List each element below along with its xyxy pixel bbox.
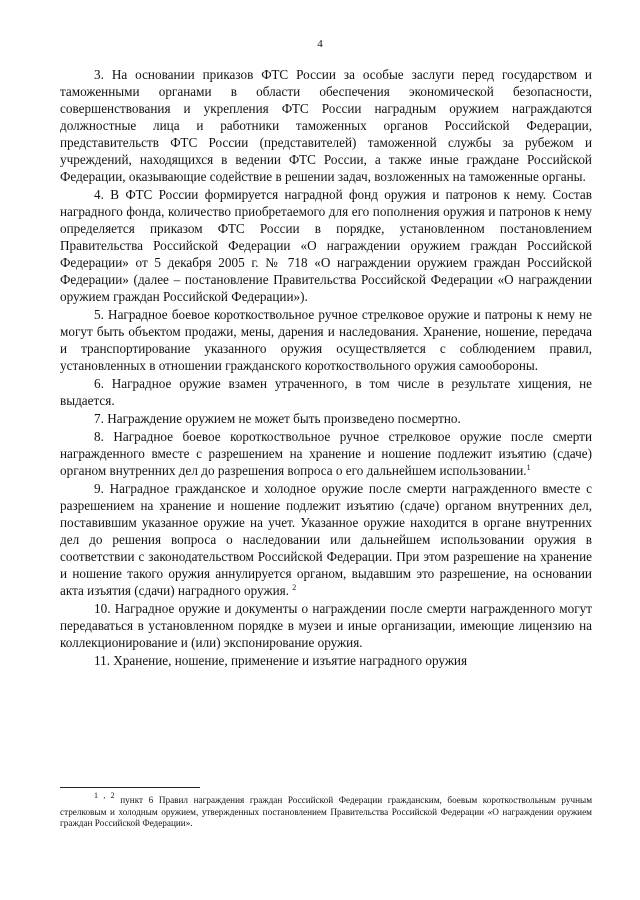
footnote-divider bbox=[60, 787, 200, 788]
document-body bbox=[60, 66, 592, 670]
footnote-ref-1: 1 bbox=[526, 463, 531, 472]
paragraph-9-text: 9. Наградное гражданское и холодное оружие после смерти награжденного вместе с разрешением на хранение и ношение подлежит изъятию (сдаче) органом внутренних дел, поставившим указанное оружие на учет. Указанное оружие находится в органе внутренних дел до решения вопроса о наследовании или дальнейшем использовании оружия в соответствии с законодательством Российской Федерации. При этом разрешение на хранение и ношение такого оружия аннулируется органом, выдавшим это разрешение, на основании акта изъятия (сдачи) наградного оружия. bbox=[60, 481, 592, 598]
paragraph-5: 5. Наградное боевое короткоствольное ручное стрелковое оружие и патроны к нему не могут быть объектом продажи, мены, дарения и наследования. Хранение, ношение, передача и транспортирование указанного оружия осуществляется с соблюдением правил, установленных в отношении гражданского короткоствольного оружия самообороны. bbox=[60, 307, 592, 373]
paragraph-4: 4. В ФТС России формируется наградной фонд оружия и патронов к нему. Состав наградного фонда, количество приобретаемого для его пополнения оружия и патронов к нему определяется приказом ФТС России в порядке, установленном постановлением Правительства Российской Федерации «О награждении оружием граждан Российской Федерации» от 5 декабря 2005 г. № 718 «О награждении оружием граждан Российской Федерации» (далее – постановление Правительства Российской Федерации «О награждении оружием граждан Российской Федерации»). bbox=[60, 187, 592, 304]
footnote-ref-2: 2 bbox=[292, 583, 297, 592]
page-number: 4 bbox=[317, 38, 323, 50]
footnote bbox=[60, 791, 593, 830]
paragraph-11: 11. Хранение, ношение, применение и изъятие наградного оружия bbox=[94, 653, 468, 668]
paragraph-9 bbox=[60, 480, 592, 599]
paragraph-8 bbox=[60, 428, 592, 479]
paragraph-8-text: 8. Наградное боевое короткоствольное ручное стрелковое оружие после смерти награжденного вместе с разрешением на хранение и ношение подлежит изъятию (сдаче) органом внутренних дел до разрешения вопроса о его дальнейшем использовании. bbox=[60, 429, 592, 478]
paragraph-3: 3. На основании приказов ФТС России за особые заслуги перед государством и таможенными органами в области обеспечения экономической безопасности, совершенствования и укрепления ФТС России наградным оружием награждаются должностные лица и работники таможенных органов Российской Федерации, представительств ФТС России (представителей) таможенной службы за рубежом и учреждений, находящихся в ведении ФТС России, а также иные граждане Российской Федерации, оказывающие содействие в решении задач, возложенных на таможенные органы. bbox=[60, 67, 592, 184]
footnote-marks: 1 , 2 bbox=[94, 791, 115, 800]
paragraph-6: 6. Наградное оружие взамен утраченного, в том числе в результате хищения, не выдается. bbox=[60, 376, 592, 408]
paragraph-7: 7. Награждение оружием не может быть произведено посмертно. bbox=[94, 411, 461, 426]
paragraph-10: 10. Наградное оружие и документы о награждении после смерти награжденного могут передаваться в установленном порядке в музеи и иные организации, имеющие лицензию на коллекционирование и (или) экспонирование оружия. bbox=[60, 601, 592, 650]
footnote-text: пункт 6 Правил награждения граждан Российской Федерации гражданским, боевым короткоствольным ручным стрелковым и холодным оружием, утвержденных постановлением Правительства Российской Федерации «О награждении оружием граждан Российской Федерации». bbox=[60, 795, 593, 828]
